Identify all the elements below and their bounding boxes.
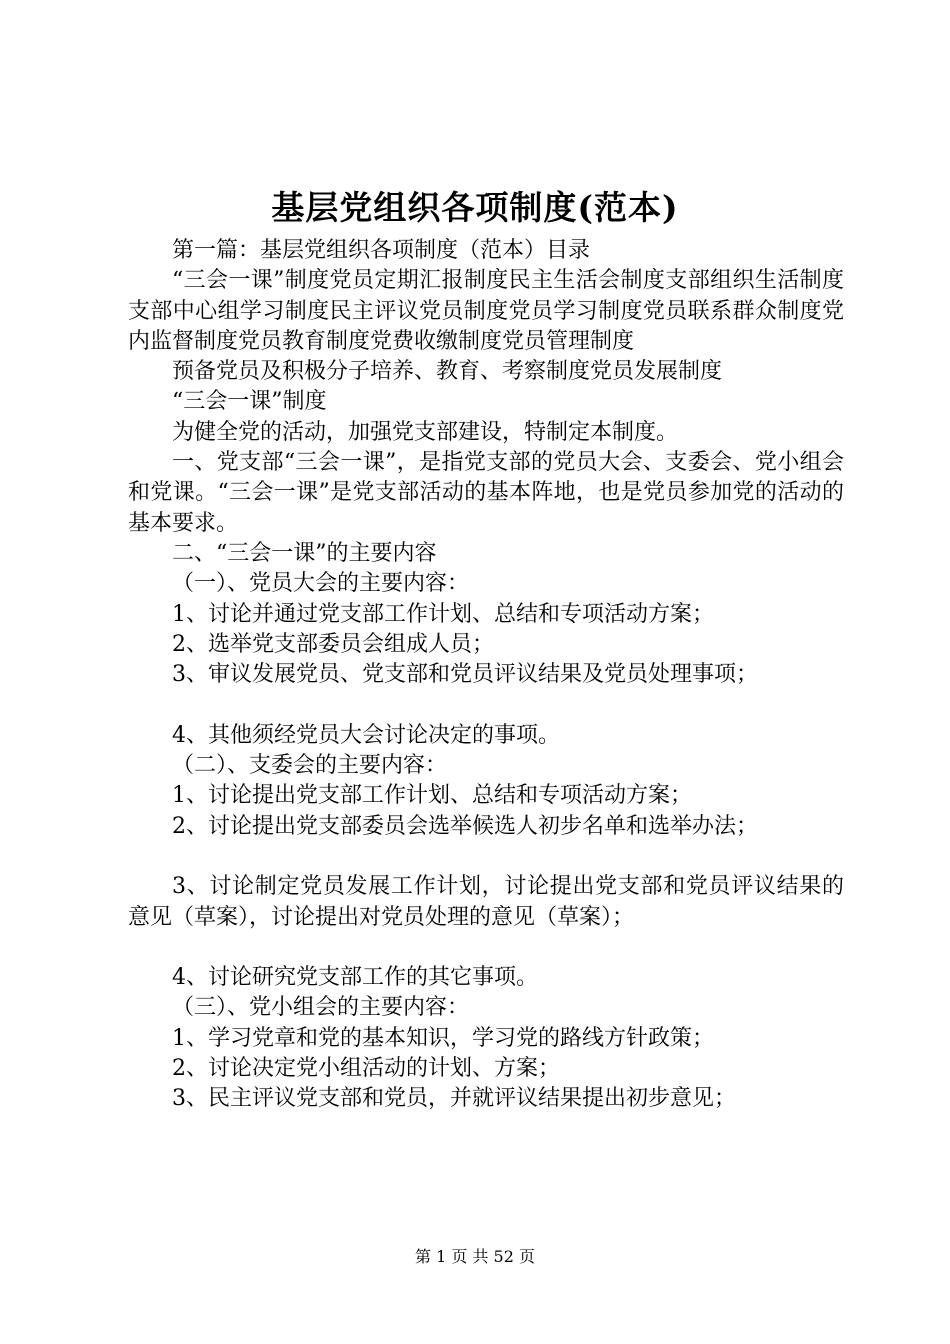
paragraph: 1、学习党章和党的基本知识，学习党的路线方针政策； bbox=[172, 1025, 714, 1051]
paragraph: 第一篇：基层党组织各项制度（范本）目录 bbox=[172, 238, 591, 263]
paragraph: 2、讨论提出党支部委员会选举候选人初步名单和选举办法； bbox=[172, 813, 758, 839]
paragraph: 预备党员及积极分子培养、教育、考察制度党员发展制度 bbox=[172, 359, 723, 385]
paragraph: （一）、党员大会的主要内容： bbox=[172, 571, 470, 597]
paragraph: 2、讨论决定党小组活动的计划、方案； bbox=[172, 1056, 560, 1082]
paragraph: 4、其他须经党员大会讨论决定的事项。 bbox=[172, 722, 560, 748]
paragraph: 2、选举党支部委员会组成人员； bbox=[172, 631, 494, 657]
document-title: 基层党组织各项制度(范本) bbox=[271, 188, 679, 227]
paragraph: （三）、党小组会的主要内容： bbox=[172, 995, 470, 1021]
page-footer: 第 1 页 共 52 页 bbox=[415, 1247, 535, 1266]
paragraph: “三会一课”制度 bbox=[172, 389, 327, 415]
paragraph: 3、民主评议党支部和党员，并就评议结果提出初步意见； bbox=[172, 1086, 736, 1112]
paragraph: 为健全党的活动，加强党支部建设，特制定本制度。 bbox=[172, 419, 679, 445]
paragraph: 3、审议发展党员、党支部和党员评议结果及党员处理事项； bbox=[172, 662, 758, 688]
paragraph: 1、讨论提出党支部工作计划、总结和专项活动方案； bbox=[172, 783, 692, 809]
paragraph: 一、党支部“三会一课”，是指党支部的党员大会、支委会、党小组会和党课。“三会一课”是党支部活动的基本阵地，也是党员参加党的活动的基本要求。 bbox=[128, 450, 844, 536]
paragraph: 二、“三会一课”的主要内容 bbox=[172, 540, 437, 566]
document-body bbox=[128, 236, 844, 1115]
paragraph: 4、讨论研究党支部工作的其它事项。 bbox=[172, 965, 538, 991]
paragraph: 1、讨论并通过党支部工作计划、总结和专项活动方案； bbox=[172, 601, 714, 627]
paragraph: “三会一课”制度党员定期汇报制度民主生活会制度支部组织生活制度支部中心组学习制度民主评议党员制度党员学习制度党员联系群众制度党内监督制度党员教育制度党费收缴制度党员管理制度 bbox=[128, 268, 844, 354]
paragraph: （二）、支委会的主要内容： bbox=[172, 753, 448, 779]
paragraph: 3、讨论制定党员发展工作计划，讨论提出党支部和党员评议结果的意见（草案），讨论提出对党员处理的意见（草案）； bbox=[128, 874, 844, 930]
